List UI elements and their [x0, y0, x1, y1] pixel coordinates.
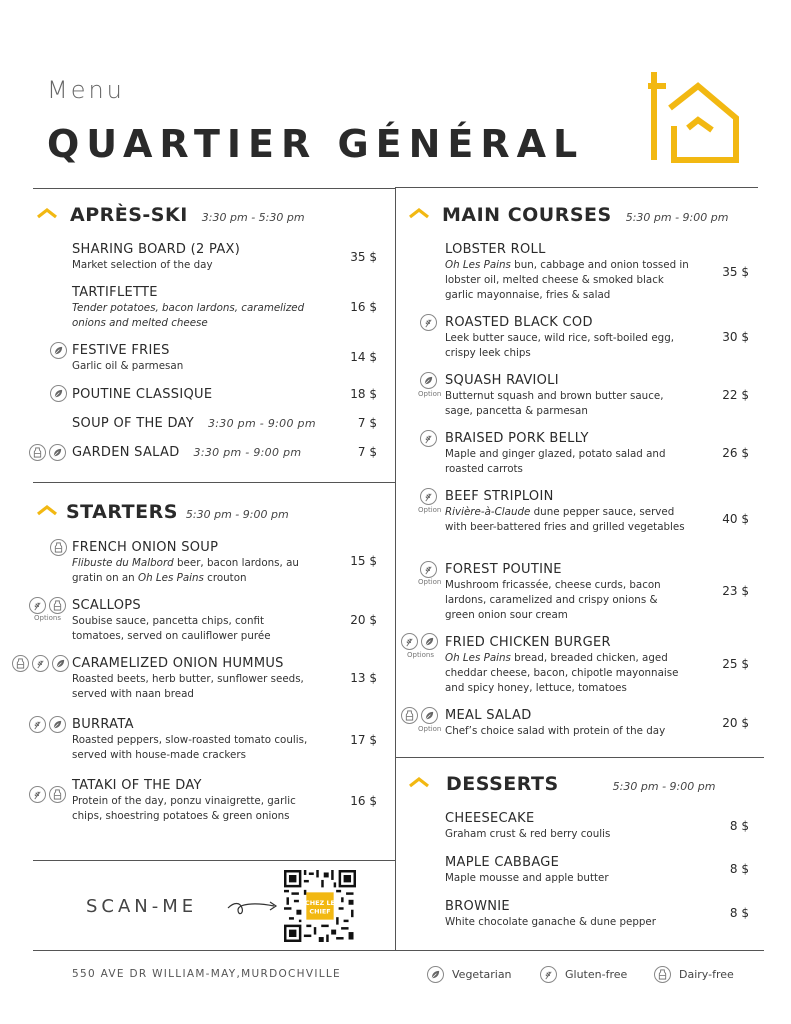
item-desc: Maple and ginger glazed, potato salad and roasted carrots — [445, 448, 666, 475]
item-price: 8 $ — [729, 862, 749, 876]
item-price: 20 $ — [350, 613, 377, 627]
item-price: 16 $ — [350, 794, 377, 808]
item-desc: Garlic oil & parmesan — [72, 360, 184, 372]
dairy-free-icon — [49, 597, 66, 614]
scan-me-label: SCAN-ME — [86, 896, 198, 917]
dietary-icons — [50, 385, 67, 402]
item-desc: Oh Les Pains bread, breaded chicken, aged cheddar cheese, bacon, chipotle mayonnaise and spicy honey, lettuce, tomatoes — [445, 652, 679, 694]
dairy-free-icon — [654, 966, 671, 983]
dietary-icons — [29, 597, 66, 614]
item-name: SCALLOPS — [72, 598, 141, 613]
option-note: Option — [418, 506, 442, 514]
item-name: MEAL SALAD — [445, 708, 532, 723]
dietary-icons — [420, 372, 437, 389]
section-time: 5:30 pm - 9:00 pm — [612, 780, 716, 793]
item-time: 3:30 pm - 9:00 pm — [193, 446, 302, 459]
menu-item — [72, 778, 317, 824]
item-price: 35 $ — [722, 265, 749, 279]
divider-vertical — [395, 187, 396, 950]
item-name: FESTIVE FRIES — [72, 343, 170, 358]
item-price: 22 $ — [722, 388, 749, 402]
item-price: 7 $ — [357, 416, 377, 430]
item-price: 23 $ — [722, 584, 749, 598]
item-price: 14 $ — [350, 350, 377, 364]
item-price: 7 $ — [357, 445, 377, 459]
section-starters — [36, 501, 289, 523]
qr-code[interactable] — [284, 870, 356, 942]
vegetarian-icon — [427, 966, 444, 983]
option-note: Option — [418, 578, 442, 586]
gluten-free-icon — [401, 633, 418, 650]
item-price: 40 $ — [722, 512, 749, 526]
menu-item — [445, 562, 690, 623]
item-price: 16 $ — [350, 300, 377, 314]
item-name — [72, 416, 352, 431]
legend-vegetarian — [427, 966, 512, 983]
item-price: 15 $ — [350, 554, 377, 568]
option-note: Option — [418, 725, 442, 733]
menu-item — [445, 315, 690, 361]
divider-top-left — [33, 188, 395, 189]
item-name: BRAISED PORK BELLY — [445, 431, 589, 446]
menu-item — [72, 717, 312, 763]
dietary-icons — [420, 561, 437, 578]
dairy-free-icon — [49, 786, 66, 803]
item-name: FRENCH ONION SOUP — [72, 540, 219, 555]
option-note: Option — [418, 390, 442, 398]
item-name: FRIED CHICKEN BURGER — [445, 635, 611, 650]
item-price: 25 $ — [722, 657, 749, 671]
divider-top-right — [396, 187, 758, 188]
item-desc: Butternut squash and brown butter sauce, sage, pancetta & parmesan — [445, 390, 664, 417]
vegetarian-icon — [50, 342, 67, 359]
item-name — [72, 445, 352, 460]
dietary-icons — [29, 786, 66, 803]
vegetarian-icon — [49, 716, 66, 733]
menu-item — [445, 708, 695, 739]
dietary-icons — [420, 314, 437, 331]
item-name: TATAKI OF THE DAY — [72, 778, 202, 793]
legend-label: Dairy-free — [679, 968, 734, 981]
dietary-icons — [420, 430, 437, 447]
menu-label: Menu — [47, 76, 125, 104]
section-time: 5:30 pm - 9:00 pm — [625, 211, 729, 224]
dairy-free-icon — [29, 444, 46, 461]
item-price: 8 $ — [729, 906, 749, 920]
menu-item — [72, 598, 302, 644]
option-note: Options — [407, 651, 435, 659]
item-desc: Chef’s choice salad with protein of the day — [445, 725, 666, 737]
vegetarian-icon — [50, 385, 67, 402]
item-price: 20 $ — [722, 716, 749, 730]
item-name: SQUASH RAVIOLI — [445, 373, 559, 388]
divider-starters — [33, 482, 395, 483]
logo-house-icon — [644, 68, 740, 168]
menu-item — [72, 445, 352, 460]
item-name: SHARING BOARD (2 PAX) — [72, 242, 241, 257]
section-main-courses — [408, 204, 728, 226]
item-name-text: GARDEN SALAD — [72, 445, 180, 460]
dietary-icons — [29, 444, 66, 461]
gluten-free-icon — [420, 314, 437, 331]
item-name: CHEESECAKE — [445, 811, 535, 826]
section-time: 5:30 pm - 9:00 pm — [185, 508, 289, 521]
item-time: 3:30 pm - 9:00 pm — [207, 417, 316, 430]
dietary-icons — [50, 539, 67, 556]
svg-text:CHIEF: CHIEF — [309, 907, 331, 916]
item-desc: Protein of the day, ponzu vinaigrette, garlic chips, shoestring potatoes & green onions — [72, 795, 296, 822]
item-desc: Soubise sauce, pancetta chips, confit tomatoes, served on cauliflower purée — [72, 615, 271, 642]
item-name: TARTIFLETTE — [72, 285, 158, 300]
item-desc: Maple mousse and apple butter — [445, 872, 609, 884]
item-desc: Roasted beets, herb butter, sunflower seeds, served with naan bread — [72, 673, 304, 700]
restaurant-title: QUARTIER GÉNÉRAL — [47, 122, 585, 166]
vegetarian-icon — [420, 372, 437, 389]
dairy-free-icon — [12, 655, 29, 672]
menu-item — [445, 242, 690, 303]
gluten-free-icon — [29, 597, 46, 614]
chevron-up-icon — [36, 504, 58, 516]
item-desc: Tender potatoes, bacon lardons, caramelized onions and melted cheese — [72, 302, 305, 329]
menu-item — [72, 656, 322, 702]
section-title: DESSERTS — [446, 773, 559, 795]
menu-item — [72, 387, 332, 402]
dietary-icons — [401, 633, 438, 650]
menu-item — [445, 635, 693, 696]
item-name: BEEF STRIPLOIN — [445, 489, 554, 504]
menu-item — [445, 373, 690, 419]
section-title: APRÈS-SKI — [70, 204, 188, 226]
gluten-free-icon — [420, 430, 437, 447]
item-price: 17 $ — [350, 733, 377, 747]
item-name: FOREST POUTINE — [445, 562, 562, 577]
menu-item — [72, 285, 322, 331]
item-name: CARAMELIZED ONION HUMMUS — [72, 656, 284, 671]
divider-desserts — [396, 757, 764, 758]
vegetarian-icon — [421, 633, 438, 650]
item-desc: Roasted peppers, slow-roasted tomato coulis, served with house-made crackers — [72, 734, 308, 761]
section-apres-ski — [36, 204, 305, 226]
item-price: 18 $ — [350, 387, 377, 401]
menu-item — [445, 811, 705, 842]
chevron-up-icon — [408, 207, 430, 219]
vegetarian-icon — [421, 707, 438, 724]
menu-item — [445, 899, 705, 930]
item-desc: Mushroom fricassée, cheese curds, bacon lardons, caramelized and crispy onions & green onion sour cream — [445, 579, 661, 621]
item-name: LOBSTER ROLL — [445, 242, 546, 257]
item-price: 8 $ — [729, 819, 749, 833]
gluten-free-icon — [29, 716, 46, 733]
item-name: POUTINE CLASSIQUE — [72, 387, 213, 402]
gluten-free-icon — [420, 488, 437, 505]
menu-item — [445, 431, 690, 477]
gluten-free-icon — [420, 561, 437, 578]
dietary-icons — [12, 655, 69, 672]
chevron-up-icon — [36, 207, 58, 219]
menu-item — [72, 540, 330, 586]
arrow-icon — [226, 892, 284, 922]
menu-item — [72, 242, 352, 273]
gluten-free-icon — [29, 786, 46, 803]
item-price: 30 $ — [722, 330, 749, 344]
item-name: BROWNIE — [445, 899, 510, 914]
address: 550 AVE DR WILLIAM-MAY,MURDOCHVILLE — [72, 968, 341, 980]
dietary-icons — [401, 707, 438, 724]
item-desc: Graham crust & red berry coulis — [445, 828, 611, 840]
section-time: 3:30 pm - 5:30 pm — [201, 211, 305, 224]
item-name: BURRATA — [72, 717, 134, 732]
legend-label: Vegetarian — [452, 968, 512, 981]
option-note: Options — [34, 614, 62, 622]
item-desc: Market selection of the day — [72, 259, 213, 271]
dairy-free-icon — [50, 539, 67, 556]
item-desc: Flibuste du Malbord beer, bacon lardons, au gratin on an Oh Les Pains crouton — [72, 557, 299, 584]
legend-label: Gluten-free — [565, 968, 628, 981]
item-desc: White chocolate ganache & dune pepper — [445, 916, 656, 928]
item-name-text: SOUP OF THE DAY — [72, 416, 194, 431]
menu-item — [72, 343, 332, 374]
item-desc: Leek butter sauce, wild rice, soft-boiled egg, crispy leek chips — [445, 332, 675, 359]
section-desserts — [408, 773, 715, 795]
gluten-free-icon — [32, 655, 49, 672]
divider-bottom — [33, 950, 764, 951]
item-price: 13 $ — [350, 671, 377, 685]
chevron-up-icon — [408, 776, 430, 788]
item-name: MAPLE CABBAGE — [445, 855, 560, 870]
svg-text:CHEZ LE: CHEZ LE — [305, 898, 335, 907]
item-desc: Rivière-à-Claude dune pepper sauce, served with beer-battered fries and grilled vegetables — [445, 506, 685, 533]
section-title: STARTERS — [66, 501, 178, 523]
item-desc: Oh Les Pains bun, cabbage and onion tossed in lobster oil, melted cheese & smoked black garlic mayonnaise, fries & salad — [445, 259, 689, 301]
menu-item — [72, 416, 352, 431]
divider-scan — [33, 860, 395, 861]
section-title: MAIN COURSES — [442, 204, 612, 226]
legend-dairy-free — [654, 966, 734, 983]
dietary-icons — [29, 716, 66, 733]
legend-gluten-free — [540, 966, 627, 983]
menu-item — [445, 855, 705, 886]
gluten-free-icon — [540, 966, 557, 983]
dairy-free-icon — [401, 707, 418, 724]
vegetarian-icon — [49, 444, 66, 461]
dietary-icons — [420, 488, 437, 505]
item-price: 26 $ — [722, 446, 749, 460]
item-price: 35 $ — [350, 250, 377, 264]
menu-item — [445, 489, 690, 535]
dietary-icons — [50, 342, 67, 359]
item-name: ROASTED BLACK COD — [445, 315, 593, 330]
vegetarian-icon — [52, 655, 69, 672]
